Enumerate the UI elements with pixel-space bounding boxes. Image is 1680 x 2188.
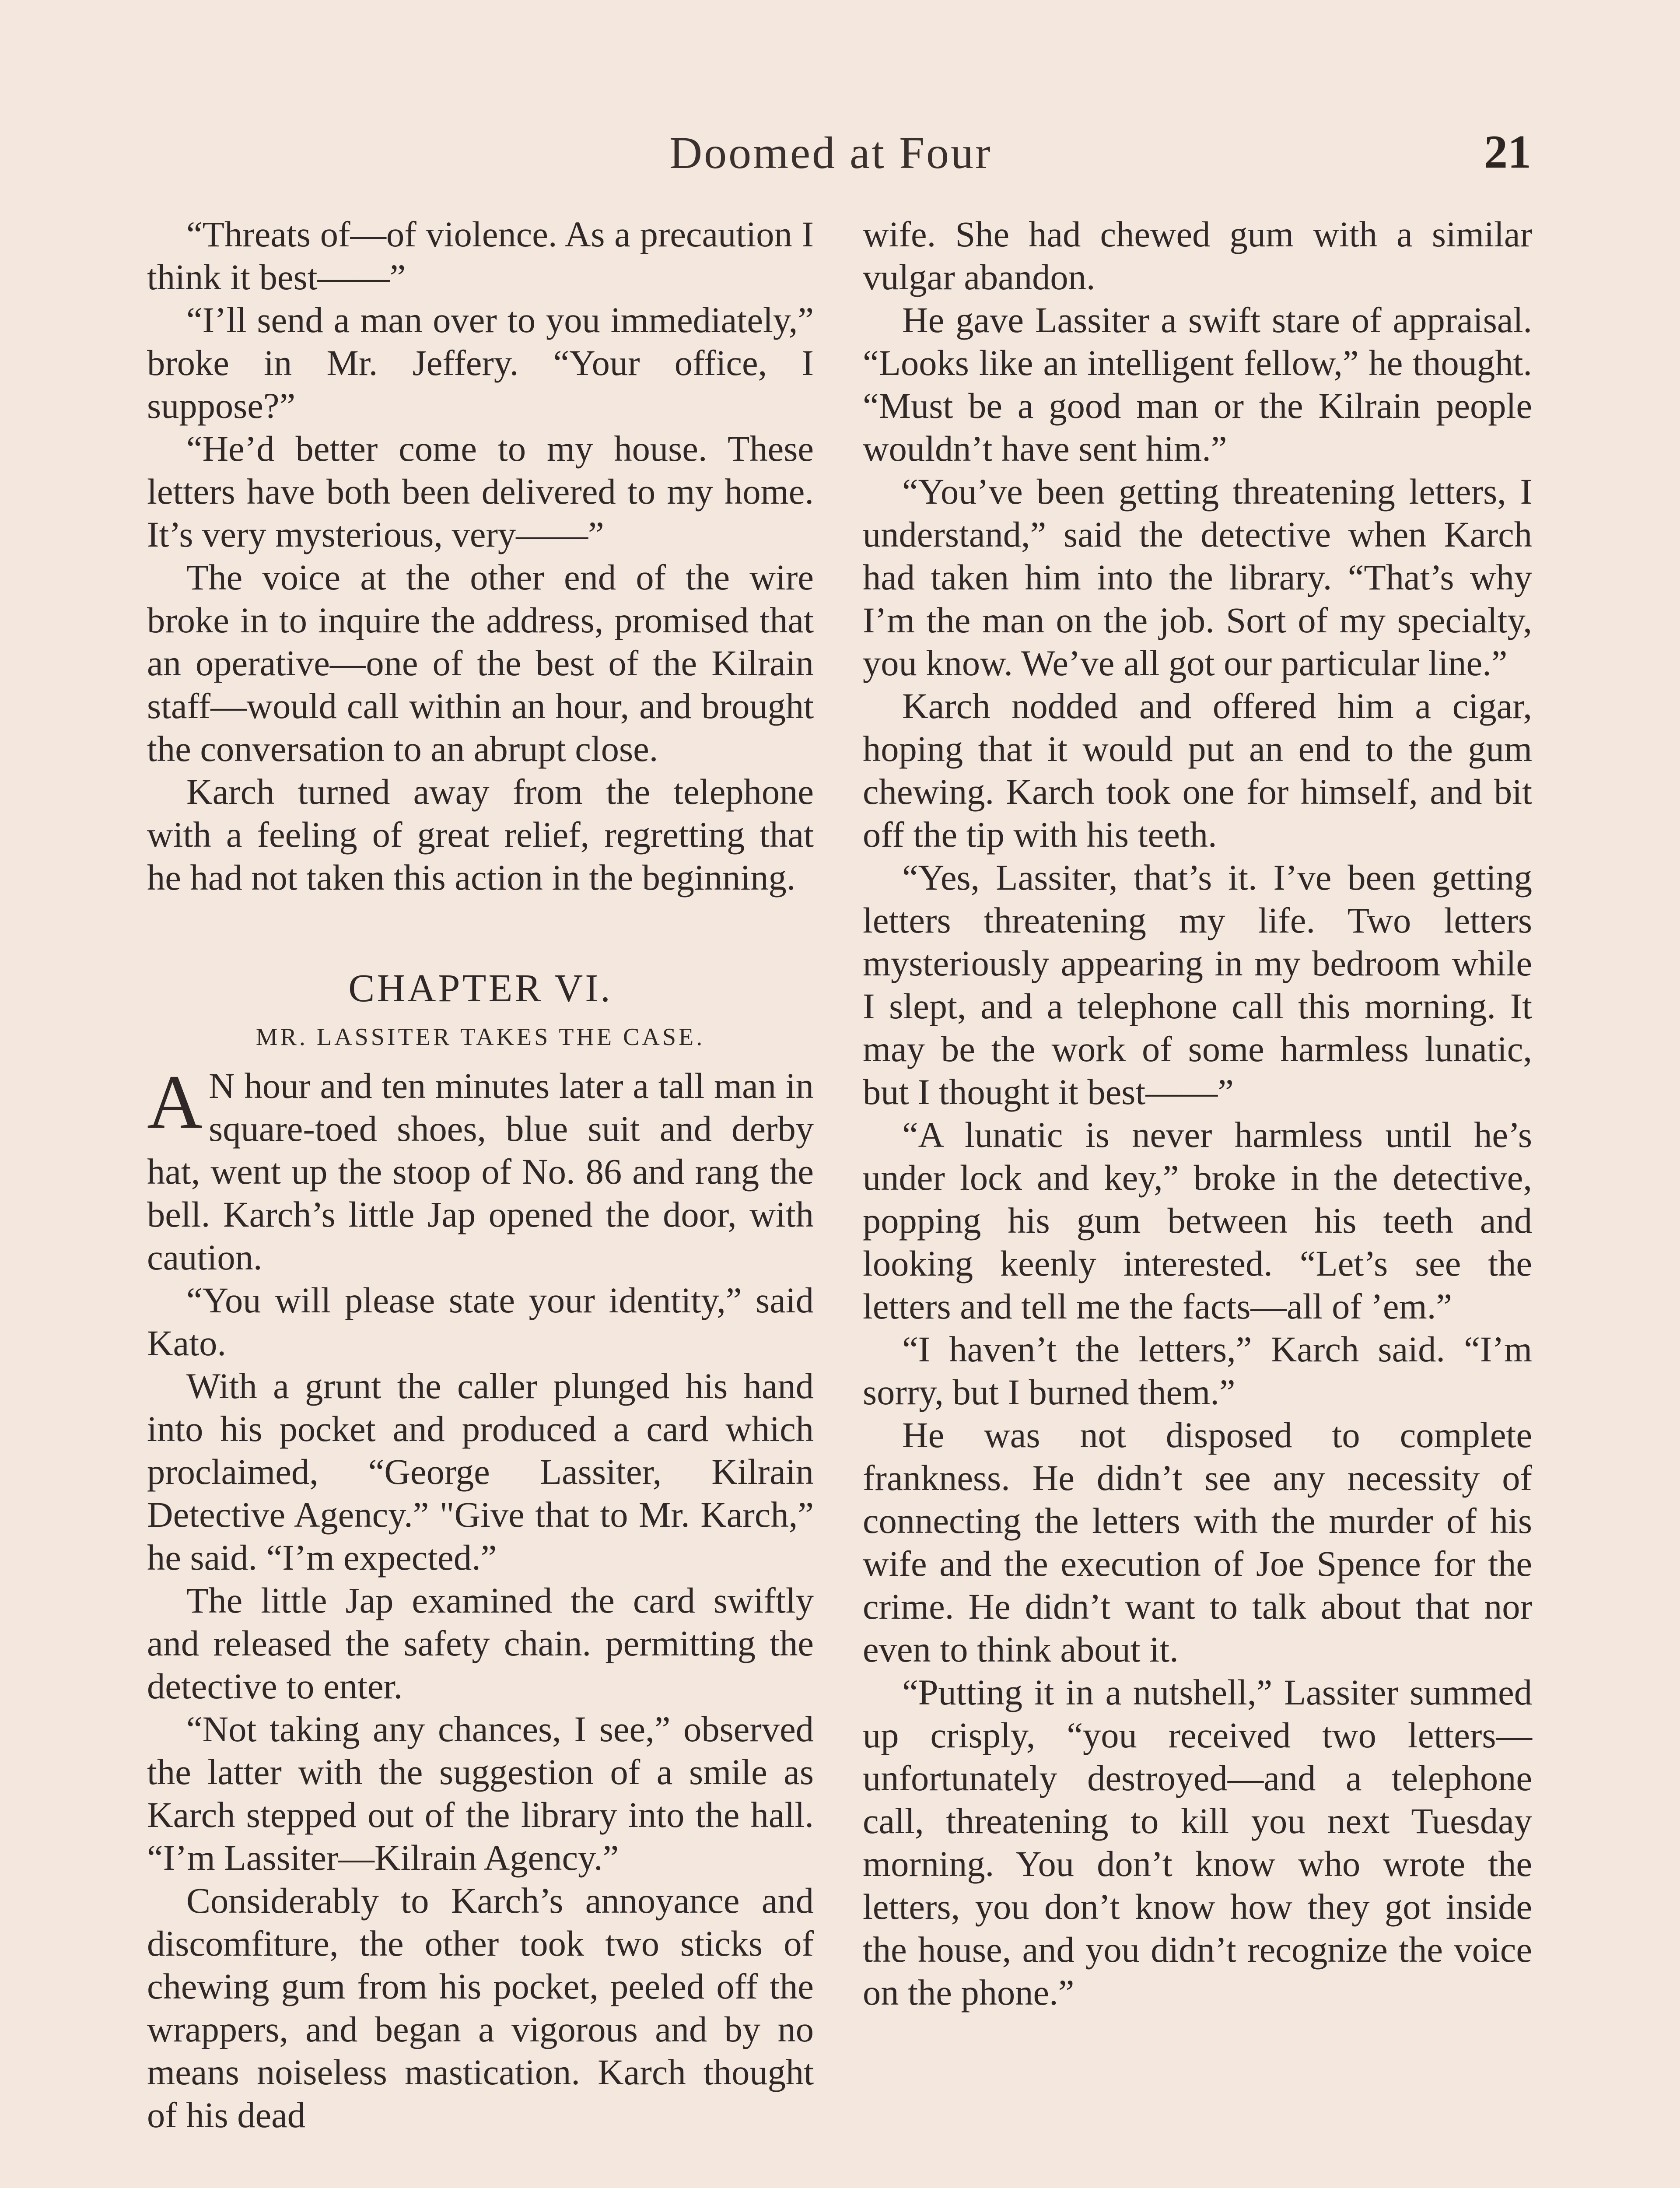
paragraph: “A lunatic is never harmless until he’s under lock and key,” broke in the detective, popping his gum between his teeth and looking keenly interested. “Let’s see the letters and tell me the facts—all of ’em.” bbox=[863, 1115, 1532, 1326]
chapter-subtitle: MR. LASSITER TAKES THE CASE. bbox=[256, 1024, 705, 1051]
paragraph: “He’d better come to my house. These letters have both been delivered to my home. It’s very mysterious, very——” bbox=[147, 428, 814, 554]
paragraph: “You will please state your identity,” said Kato. bbox=[147, 1280, 814, 1363]
paragraph: “Threats of—of violence. As a precaution I think it best——” bbox=[147, 214, 814, 297]
paragraph: The voice at the other end of the wire broke in to inquire the address, promised that an operative—one of the best of the Kilrain staff—would call within an hour, and brought the conversation to an abrupt close. bbox=[147, 557, 814, 769]
chapter-title: CHAPTER VI. bbox=[348, 967, 612, 1010]
left-column bbox=[147, 213, 814, 2136]
paragraph: “Not taking any chances, I see,” observed the latter with the suggestion of a smile as Karch stepped out of the library into the hall. “I’m Lassiter—Kilrain Agency.” bbox=[147, 1709, 814, 1878]
paragraph: Considerably to Karch’s annoyance and discomfiture, the other took two sticks of chewing gum from his pocket, peeled off the wrappers, and began a vigorous and by no means noiseless mastication. Karch thought of his dead bbox=[147, 1880, 814, 2135]
paragraph: With a grunt the caller plunged his hand into his pocket and produced a card which proclaimed, “George Lassiter, Kilrain Detective Agency.” "Give that to Mr. Karch,” he said. “I’m expected.” bbox=[147, 1366, 814, 1578]
paragraph: He gave Lassiter a swift stare of appraisal. “Looks like an intelligent fellow,” he thought. “Must be a good man or the Kilrain people wouldn’t have sent him.” bbox=[863, 300, 1532, 469]
right-column bbox=[863, 213, 1532, 2014]
paragraph: “I haven’t the letters,” Karch said. “I’m sorry, but I burned them.” bbox=[863, 1329, 1532, 1412]
page-number: 21 bbox=[1484, 126, 1531, 178]
running-title: Doomed at Four bbox=[669, 128, 992, 178]
drop-cap: A bbox=[147, 1059, 203, 1145]
running-head bbox=[0, 127, 1680, 188]
paragraph: “You’ve been getting threatening letters, I understand,” said the detective when Karch had taken him into the library. “That’s why I’m the man on the job. Sort of my specialty, you know. We’ve all got our particular line.” bbox=[863, 471, 1532, 683]
paragraph: Karch nodded and offered him a cigar, hoping that it would put an end to the gum chewing. Karch took one for himself, and bit off the tip with his teeth. bbox=[863, 686, 1532, 855]
paragraph: He was not disposed to complete frankness. He didn’t see any necessity of connecting the letters with the murder of his wife and the execution of Joe Spence for the crime. He didn’t want to talk about that nor even to think about it. bbox=[863, 1415, 1532, 1669]
paragraph: “Yes, Lassiter, that’s it. I’ve been getting letters threatening my life. Two letters mysteriously appearing in my bedroom while I slept, and a telephone call this morning. It may be the work of some harmless lunatic, but I thought it best——” bbox=[863, 857, 1532, 1112]
paragraph: The little Jap examined the card swiftly and released the safety chain. permitting the detective to enter. bbox=[147, 1580, 814, 1706]
paragraph: “I’ll send a man over to you immediately,” broke in Mr. Jeffery. “Your office, I suppose?” bbox=[147, 300, 814, 426]
opening-text: N hour and ten minutes later a tall man in square-toed shoes, blue suit and derby hat, went up the stoop of No. 86 and rang the bell. Karch’s little Jap opened the door, with caution. bbox=[147, 1066, 814, 1277]
paragraph: wife. She had chewed gum with a similar vulgar abandon. bbox=[863, 214, 1532, 297]
chapter-opening-paragraph bbox=[147, 1059, 814, 1279]
paragraph: “Putting it in a nutshell,” Lassiter summed up crisply, “you received two letters—unfortunately destroyed—and a telephone call, threatening to kill you next Tuesday morning. You don’t know who wrote the letters, you don’t know how they got inside the house, and you didn’t recognize the voice on the phone.” bbox=[863, 1672, 1532, 2013]
paragraph: Karch turned away from the telephone with a feeling of great relief, regretting that he had not taken this action in the beginning. bbox=[147, 771, 814, 898]
